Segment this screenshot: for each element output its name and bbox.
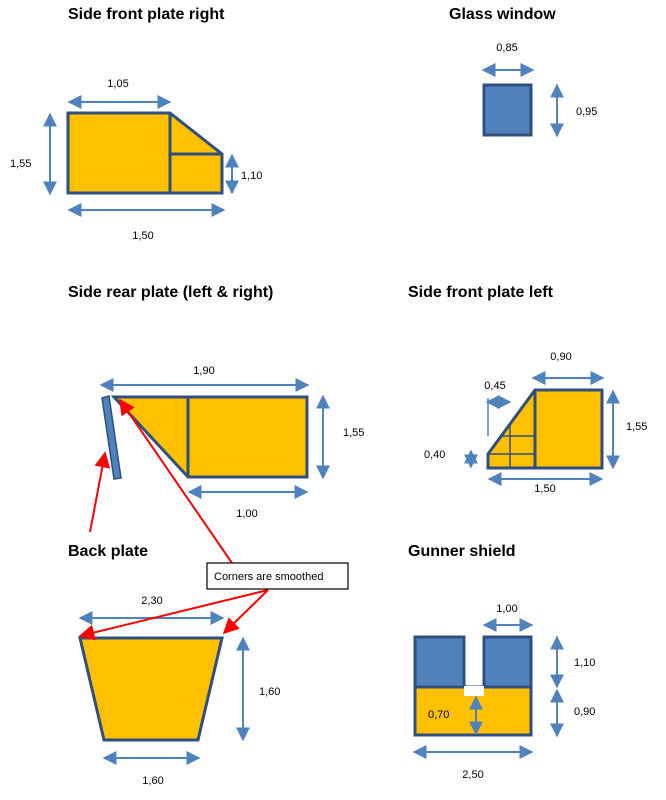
back-plate-callout-arrow [90, 453, 105, 532]
glass-window [449, 6, 597, 136]
side-front-left-dim-right: 1,55 [626, 421, 648, 433]
glass-window-dim-height: 0,95 [576, 106, 598, 118]
gunner-shield-dim-bottom: 2,50 [462, 769, 484, 781]
glass-window-pane [484, 85, 531, 135]
corners-callout-arrow-back-left [80, 590, 268, 636]
back-plate-title: Back plate [68, 543, 149, 560]
corners-callout-arrow-back-right [224, 590, 268, 633]
gunner-shield-dim-inner: 0,70 [428, 709, 450, 721]
gunner-shield [408, 543, 595, 781]
back-plate-shape [80, 638, 222, 740]
side-front-right-title: Side front plate right [68, 6, 225, 23]
back-plate-dim-right: 1,60 [259, 686, 281, 698]
side-front-left-dim-top: 0,90 [550, 351, 572, 363]
side-front-right-dim-left: 1,55 [10, 158, 32, 170]
gunner-shield-left-window [415, 637, 464, 687]
side-front-left-dim-bottom: 1,50 [534, 483, 556, 495]
side-rear-dim-right: 1,55 [343, 427, 365, 439]
back-plate-dim-top: 2,30 [141, 595, 163, 607]
side-rear-dim-bottom: 1,00 [236, 508, 258, 520]
glass-window-title: Glass window [449, 6, 556, 23]
side-front-right-dim-top: 1,05 [107, 78, 129, 90]
side-front-plate-right [10, 6, 262, 242]
gunner-shield-right-window [484, 637, 531, 687]
back-plate-dim-bottom: 1,60 [142, 775, 164, 787]
side-rear-dim-top: 1,90 [193, 365, 215, 377]
side-front-right-dim-right: 1,10 [241, 170, 263, 182]
side-rear-title: Side rear plate (left & right) [68, 284, 274, 301]
side-front-left-dim-small-top: 0,45 [484, 380, 506, 392]
gunner-shield-dim-top: 1,00 [496, 603, 518, 615]
gunner-shield-slot [464, 686, 484, 696]
gunner-shield-title: Gunner shield [408, 543, 516, 560]
side-front-plate-left [408, 284, 647, 495]
gunner-shield-dim-upper-right: 1,10 [574, 657, 596, 669]
gunner-shield-dim-lower-right: 0,90 [574, 706, 596, 718]
side-rear-plate [68, 284, 364, 520]
corners-callout-text: Corners are smoothed [214, 571, 324, 583]
glass-window-dim-width: 0,85 [496, 42, 518, 54]
side-front-left-dim-left: 0,40 [424, 449, 446, 461]
side-front-left-title: Side front plate left [408, 284, 553, 301]
side-front-right-dim-bottom: 1,50 [132, 230, 154, 242]
side-rear-plate-shape [114, 397, 307, 477]
back-plate-edge [102, 396, 121, 479]
